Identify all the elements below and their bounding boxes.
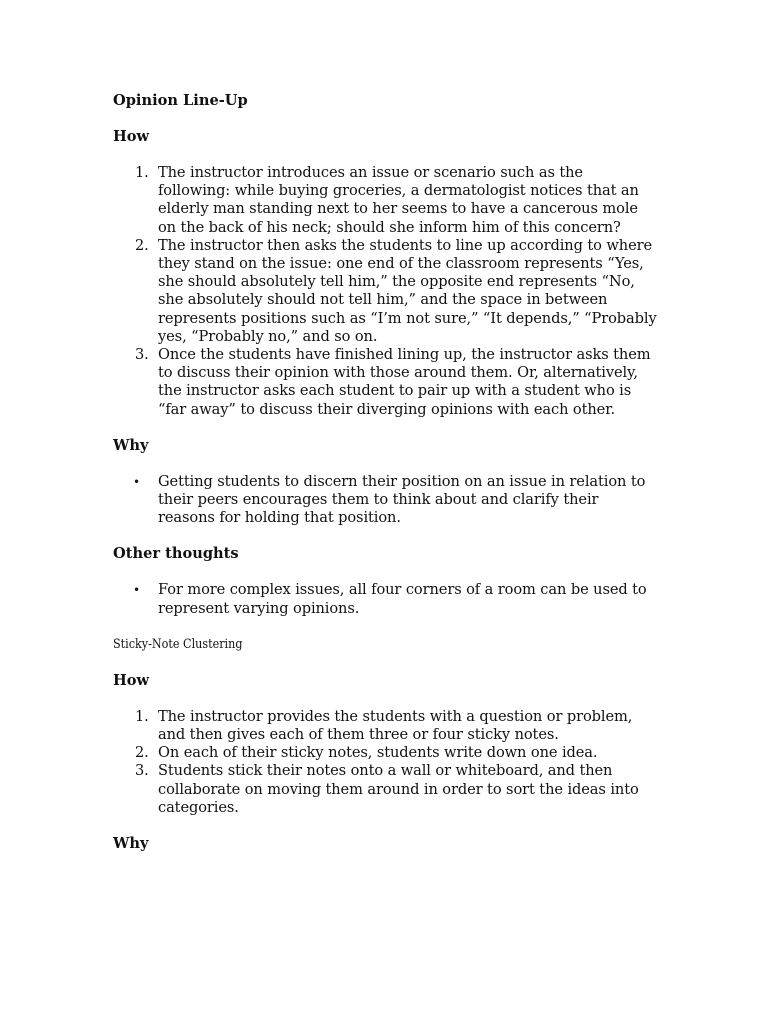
list-item bbox=[113, 708, 658, 744]
list-item-text: For more complex issues, all four corners of a room can be used to represent varying opinions. bbox=[158, 581, 647, 617]
list-number: 3. bbox=[135, 346, 149, 364]
list-item bbox=[113, 346, 658, 419]
why-list bbox=[113, 473, 658, 528]
list-number: 2. bbox=[135, 236, 149, 254]
list-item-text: Students stick their notes onto a wall or whiteboard, and then collaborate on moving them around in order to sort the ideas into categories. bbox=[158, 762, 639, 816]
bullet-icon: • bbox=[133, 474, 140, 489]
list-item bbox=[113, 164, 658, 237]
list-item-text: The instructor then asks the students to line up according to where they stand on the issue: one end of the classroom represents “Yes, she should absolutely tell him,” the opposite end represents “No, she absolutely should not tell him,” and the space in between represents positions such as “I’m not sure,” “It depends,” “Probably yes, “Probably no,” and so on. bbox=[158, 236, 657, 345]
why-heading: Why bbox=[113, 835, 149, 853]
how-heading: How bbox=[113, 128, 150, 145]
why-heading: Why bbox=[113, 436, 149, 454]
list-item bbox=[113, 744, 658, 762]
section-title-sticky-note-clustering: Sticky-Note Clustering bbox=[113, 636, 243, 652]
section-title-opinion-line-up: Opinion Line-Up bbox=[113, 92, 248, 109]
how-list bbox=[113, 164, 658, 419]
document-page bbox=[113, 92, 658, 853]
list-number: 1. bbox=[135, 707, 149, 725]
list-item-text: On each of their sticky notes, students write down one idea. bbox=[158, 744, 598, 762]
how-list bbox=[113, 708, 658, 817]
list-item-text: The instructor provides the students with a question or problem, and then gives each of them three or four sticky notes. bbox=[158, 707, 633, 744]
list-item bbox=[113, 237, 658, 346]
list-item-text: Getting students to discern their position on an issue in relation to their peers encourages them to think about and clarify their reasons for holding that position. bbox=[158, 472, 646, 527]
list-item-text: The instructor introduces an issue or scenario such as the following: while buying groceries, a dermatologist notices that an elderly man standing next to her seems to have a cancerous mole on the back of his neck; should she inform him of this concern? bbox=[158, 164, 639, 236]
list-number: 1. bbox=[135, 164, 149, 181]
list-item-text: Once the students have finished lining up, the instructor asks them to discuss their opinion with those around them. Or, alternatively, the instructor asks each student to pair up with a student who is “far away” to discuss their diverging opinions with each other. bbox=[158, 346, 651, 418]
list-item bbox=[113, 762, 658, 817]
list-item bbox=[113, 473, 658, 528]
list-number: 2. bbox=[135, 744, 149, 762]
bullet-icon: • bbox=[133, 583, 140, 598]
list-number: 3. bbox=[135, 762, 149, 780]
other-thoughts-list bbox=[113, 581, 658, 617]
list-item bbox=[113, 581, 658, 617]
how-heading: How bbox=[113, 671, 150, 689]
other-thoughts-heading: Other thoughts bbox=[113, 545, 239, 563]
